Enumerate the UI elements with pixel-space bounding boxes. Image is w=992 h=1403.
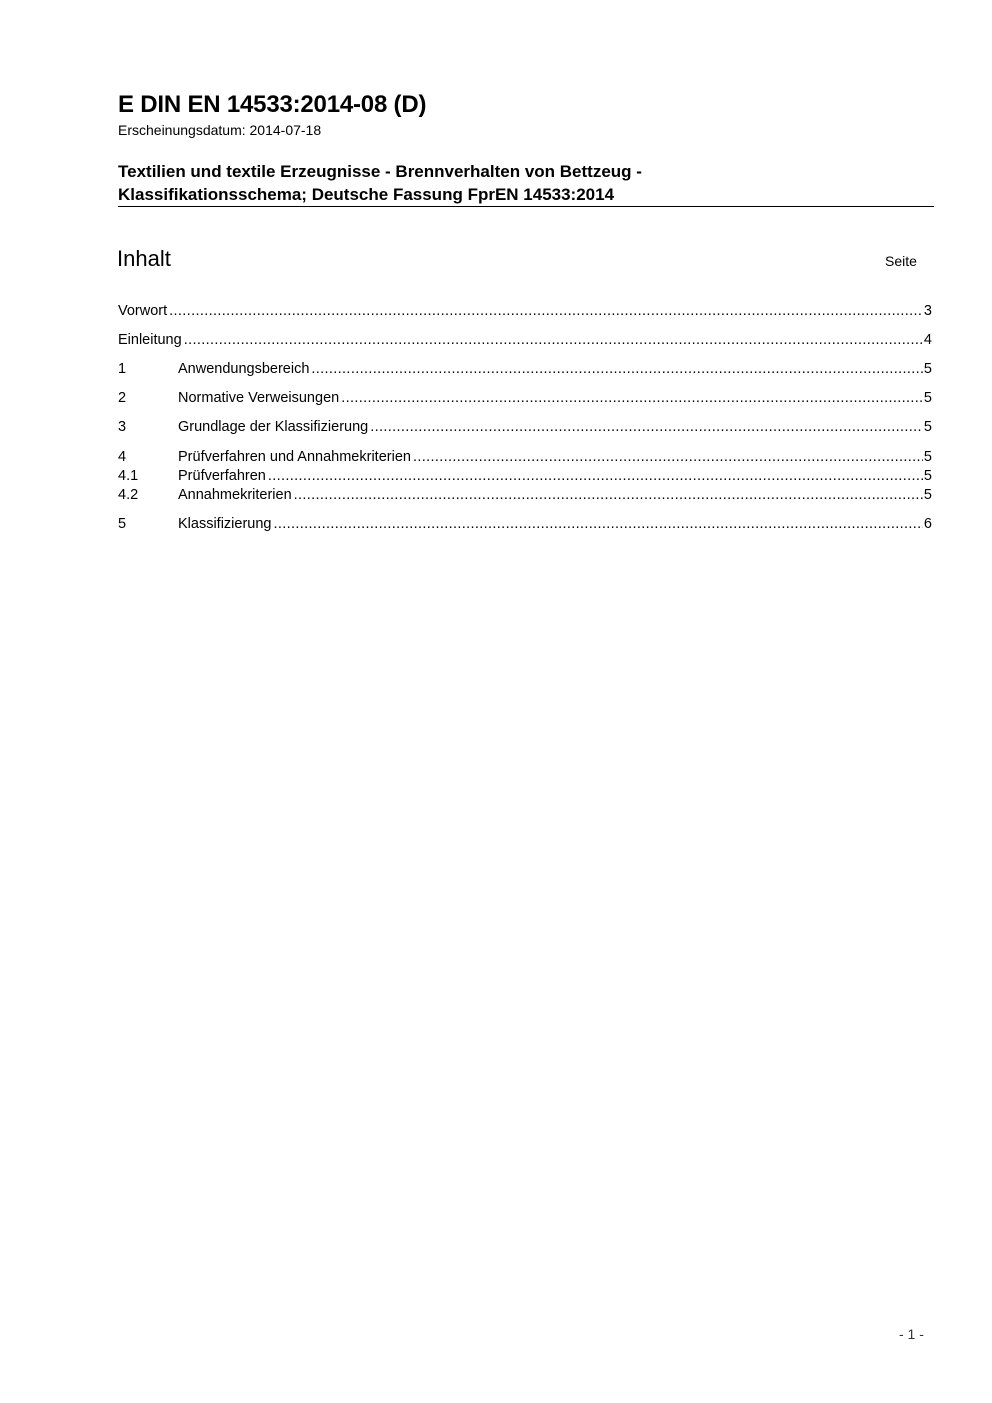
toc-entry-page: 5 — [923, 361, 932, 377]
toc-page-column-label: Seite — [885, 253, 917, 269]
toc-dot-leader — [184, 331, 923, 350]
document-title-line-1: Textilien und textile Erzeugnisse - Brennverhalten von Bettzeug - — [118, 162, 642, 181]
publication-date: Erscheinungsdatum: 2014-07-18 — [118, 122, 322, 138]
toc-entry-title: Grundlage der Klassifizierung — [178, 419, 369, 435]
toc-entry-title: Annahmekriterien — [178, 487, 292, 503]
toc-entry-page: 5 — [923, 390, 932, 406]
toc-entry-title: Normative Verweisungen — [178, 390, 340, 406]
toc-entry-page: 3 — [923, 303, 932, 319]
document-id: E DIN EN 14533:2014-08 (D) — [118, 91, 427, 118]
toc-entry-page: 5 — [923, 468, 932, 484]
toc-entry-number: 4.1 — [118, 468, 139, 484]
toc-entry-4-2[interactable] — [118, 486, 932, 505]
toc-entry-page: 5 — [923, 487, 932, 503]
toc-entry-4[interactable] — [118, 448, 932, 467]
toc-entry-number: 2 — [118, 390, 127, 406]
toc-entry-page: 5 — [923, 449, 932, 465]
toc-dot-leader — [341, 389, 923, 408]
toc-entry-number: 3 — [118, 419, 127, 435]
toc-dot-leader — [294, 486, 923, 505]
toc-entry-number: 5 — [118, 516, 127, 532]
toc-entry-number: 1 — [118, 361, 127, 377]
toc-entry-einleitung[interactable] — [118, 331, 932, 350]
toc-entry-3[interactable] — [118, 418, 932, 437]
toc-entry-page: 5 — [923, 419, 932, 435]
toc-entry-2[interactable] — [118, 389, 932, 408]
toc-entry-title: Prüfverfahren — [178, 468, 266, 484]
toc-entry-title: Klassifizierung — [178, 516, 272, 532]
page-number: - 1 - — [899, 1326, 924, 1342]
document-title-line-2: Klassifikationsschema; Deutsche Fassung FprEN 14533:2014 — [118, 185, 615, 204]
toc-entry-5[interactable] — [118, 515, 932, 534]
toc-entry-title: Prüfverfahren und Annahmekriterien — [178, 449, 411, 465]
toc-entry-4-1[interactable] — [118, 467, 932, 486]
toc-entry-number: 4 — [118, 449, 127, 465]
toc-dot-leader — [274, 515, 923, 534]
toc-entry-title: Anwendungsbereich — [178, 361, 310, 377]
toc-dot-leader — [311, 360, 923, 379]
title-divider — [118, 206, 934, 207]
toc-entry-title: Vorwort — [118, 303, 168, 319]
toc-dot-leader — [370, 418, 923, 437]
toc-entry-1[interactable] — [118, 360, 932, 379]
toc-dot-leader — [169, 302, 923, 321]
toc-dot-leader — [413, 448, 923, 467]
document-title — [118, 160, 934, 206]
toc-entry-vorwort[interactable] — [118, 302, 932, 321]
toc-heading: Inhalt — [117, 246, 171, 271]
toc-entry-number: 4.2 — [118, 487, 139, 503]
toc-entry-page: 4 — [923, 332, 932, 348]
toc-dot-leader — [268, 467, 923, 486]
toc-entry-title: Einleitung — [118, 332, 182, 348]
toc-entry-page: 6 — [923, 516, 932, 532]
